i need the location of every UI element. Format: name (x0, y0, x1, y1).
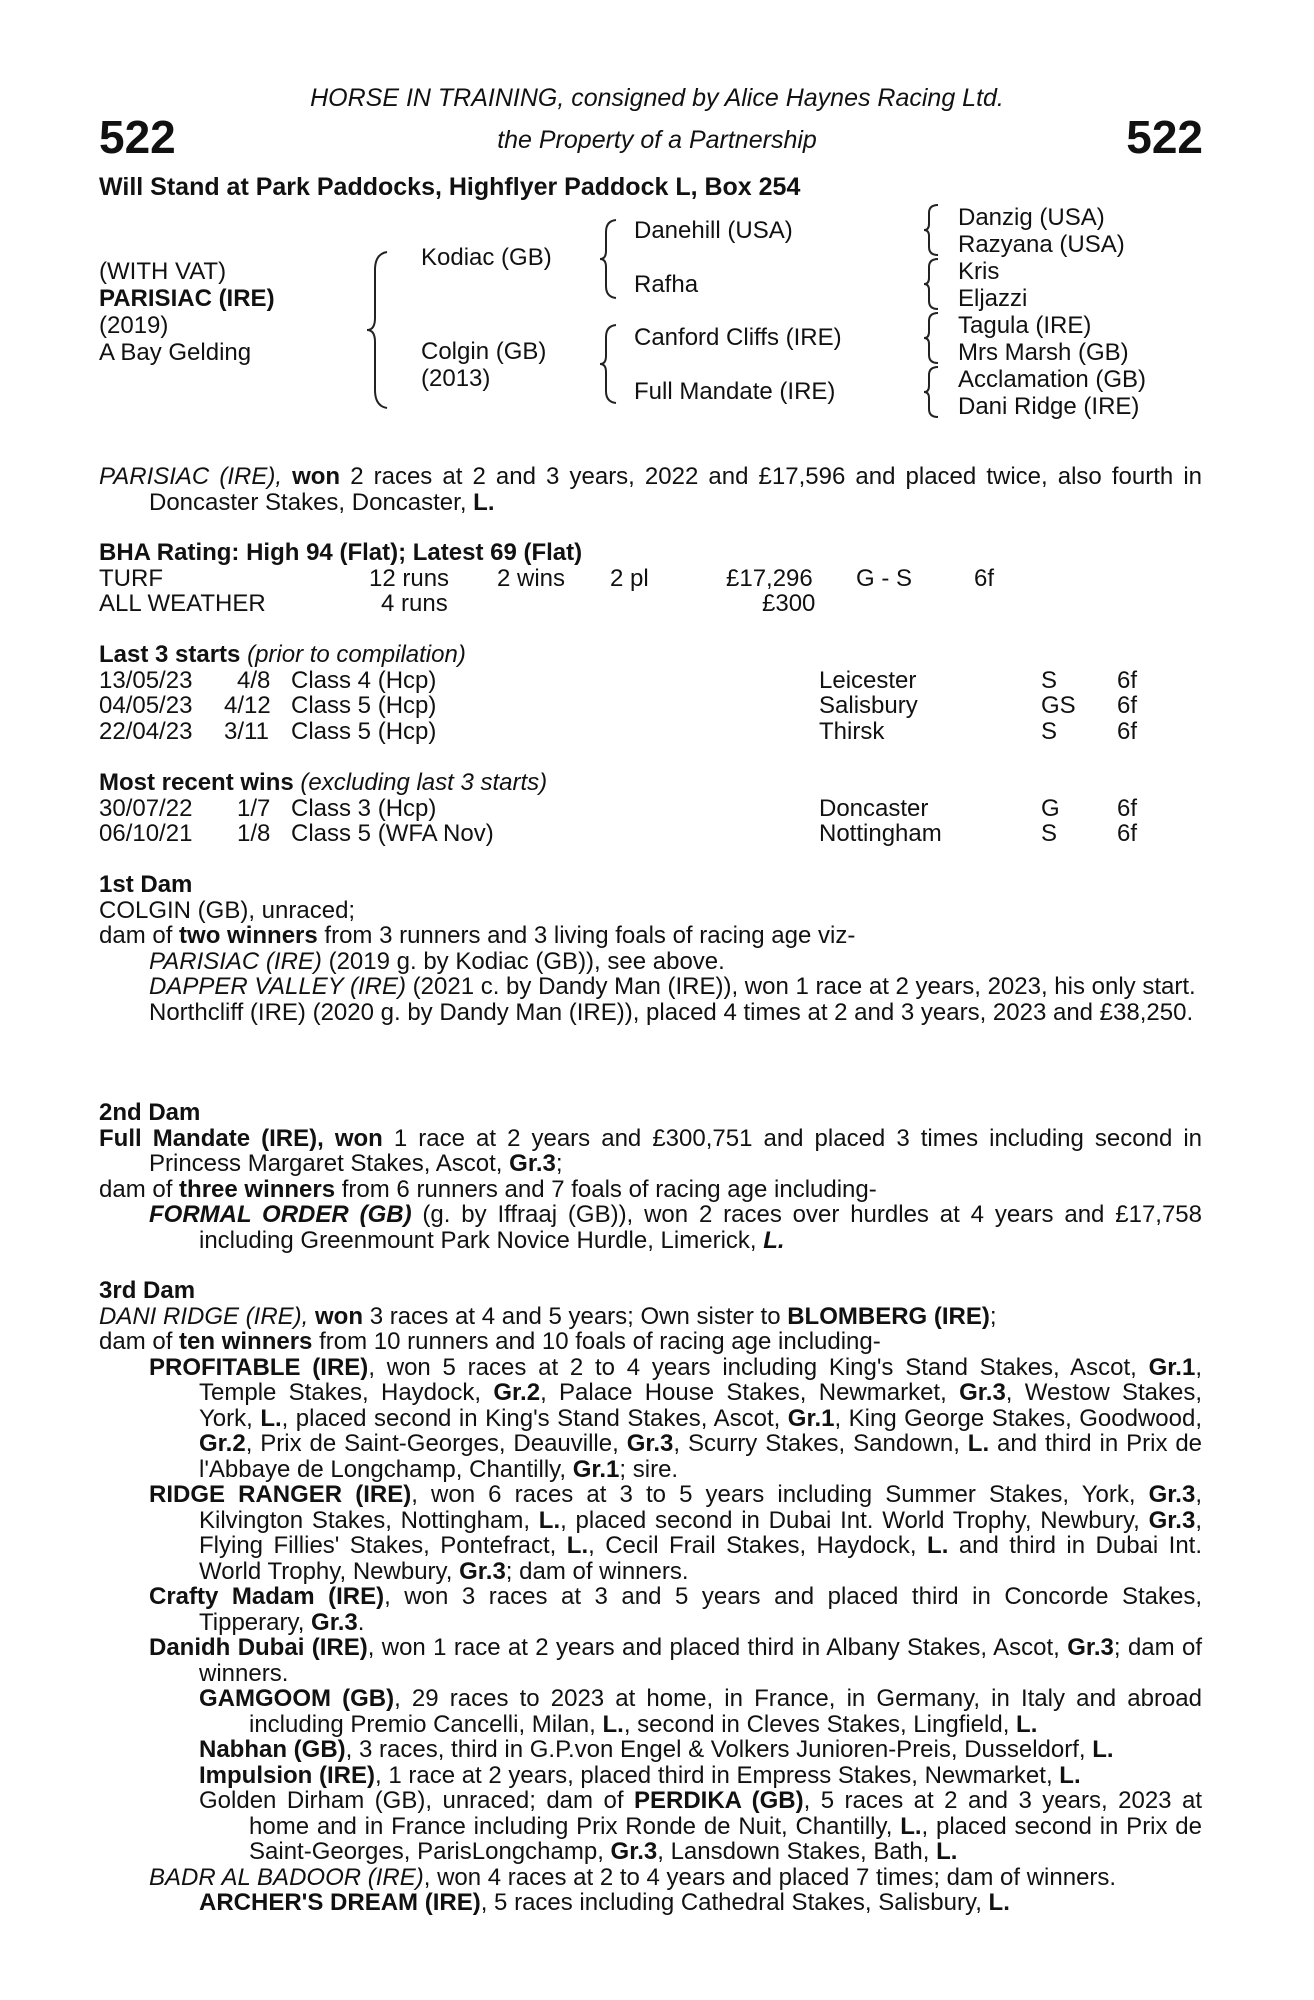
first-dam-section (99, 872, 1202, 1025)
sire-sire: Danehill (USA) (634, 217, 793, 244)
progeny-name: Danidh Dubai (IRE) (149, 1634, 368, 1661)
progeny-name: RIDGE RANGER (IRE) (149, 1481, 412, 1508)
progeny-name: Nabhan (GB) (199, 1736, 346, 1763)
rating-runs: 4 runs (381, 590, 448, 617)
dam-of-text: dam of (99, 1328, 173, 1355)
progeny-nabhan (99, 1737, 1202, 1763)
dam-of-runners: from 3 runners and 3 living foals of racing age viz- (324, 922, 856, 949)
rating-row-turf (99, 566, 1202, 592)
progeny-text: , 29 races to 2023 at home, in France, in Germany, in Italy and abroad including Premio Cancelli, Milan, (249, 1685, 1203, 1738)
third-dam-record: 3 races at 4 and 5 years; Own sister to (369, 1302, 781, 1330)
pedigree-brace-4 (922, 365, 942, 419)
rating-placed: 2 pl (610, 564, 649, 592)
recent-heading: Most recent wins (99, 769, 294, 796)
progeny-ridge-ranger (99, 1482, 1202, 1584)
progeny-text: , Temple Stakes, Haydock, (199, 1353, 1202, 1406)
dam-dam-sire: Acclamation (GB) (958, 366, 1147, 393)
third-dam-name: DANI RIDGE (IRE), (99, 1302, 309, 1330)
pedigree-brace-main (365, 250, 395, 410)
progeny-golden-dirham (99, 1788, 1202, 1865)
race-summary (99, 464, 1202, 515)
progeny-text: , Palace House Stakes, Newmarket, (540, 1379, 947, 1406)
summary-text: 2 races at 2 and 3 years, 2022 and £17,596 and placed twice, also fourth in Doncaster Stakes, Doncaster, (149, 463, 1203, 516)
rating-runs: 12 runs (369, 564, 450, 592)
summary-won: won (292, 463, 341, 490)
grade-label: L. (1016, 1710, 1038, 1738)
grade-label: L. (602, 1710, 624, 1738)
start-going: GS (1041, 692, 1076, 719)
second-dam-name: Full Mandate (IRE), (99, 1124, 324, 1152)
progeny-crafty-madam (99, 1584, 1202, 1635)
grade-label: Gr.1 (787, 1404, 835, 1432)
win-class: Class 3 (Hcp) (291, 794, 437, 822)
grade-label: L. (566, 1532, 589, 1559)
win-course: Nottingham (819, 820, 942, 847)
start-position: 4/12 (224, 692, 271, 719)
rating-row-aw (99, 591, 1202, 617)
grade-label: L. (538, 1506, 561, 1534)
progeny-text: ; dam of winners. (505, 1557, 689, 1585)
grade-label: Gr.3 (959, 1379, 1006, 1406)
summary-grade: L. (473, 488, 495, 516)
progeny-impulsion (99, 1763, 1202, 1789)
sire-sire-sire: Danzig (USA) (958, 204, 1105, 231)
start-row (99, 668, 1202, 694)
start-position: 3/11 (224, 717, 269, 745)
recent-note: (excluding last 3 starts) (300, 769, 548, 796)
rating-surface: TURF (99, 564, 163, 592)
rating-going: G - S (856, 564, 913, 592)
grade-label: L. (927, 1532, 949, 1559)
grade-label: Gr.3 (1148, 1481, 1196, 1508)
win-date: 06/10/21 (99, 820, 193, 847)
start-distance: 6f (1117, 666, 1138, 694)
grade-label: L. (763, 1226, 785, 1254)
progeny-details: (2019 g. by Kodiac (GB)), see above. (328, 947, 725, 975)
progeny-text: , 5 races at 2 and 3 years, 2023 at home and in France including Prix Ronde de Nuit, Chantilly, (249, 1787, 1202, 1840)
dam-of-runners: from 10 runners and 10 foals of racing age including- (319, 1328, 881, 1355)
stand-location: Will Stand at Park Paddocks, Highflyer Paddock L, Box 254 (99, 173, 801, 201)
progeny-text: , 5 races including Cathedral Stakes, Salisbury, (480, 1889, 982, 1916)
punctuation: ; (989, 1302, 997, 1330)
second-dam-record: 1 race at 2 years and £300,751 and placed 3 times including second in Princess Margaret Stakes, Ascot, (149, 1124, 1203, 1177)
progeny-text: , won 4 races at 2 to 4 years and placed 7 times; dam of winners. (423, 1863, 1117, 1891)
start-going: S (1041, 717, 1058, 745)
progeny-text: , second in Cleves Stakes, Lingfield, (623, 1710, 1010, 1738)
progeny-danidh-dubai (99, 1635, 1202, 1686)
second-dam-section (99, 1100, 1202, 1253)
dam-of-winners: three winners (179, 1175, 336, 1203)
progeny-text: , Scurry Stakes, Sandown, (673, 1430, 960, 1457)
start-date: 04/05/23 (99, 692, 193, 719)
pedigree-brace-3 (922, 311, 942, 365)
third-dam-section (99, 1278, 1202, 1916)
dam-year: (2013) (421, 365, 491, 392)
progeny-text: , won 6 races at 3 to 5 years including Summer Stakes, York, (411, 1481, 1136, 1508)
rating-surface: ALL WEATHER (99, 590, 266, 617)
pedigree-brace-dam (598, 323, 622, 405)
win-course: Doncaster (819, 794, 929, 822)
rating-prize: £17,296 (726, 564, 813, 592)
progeny-profitable (99, 1355, 1202, 1483)
progeny-text: , Kilvington Stakes, Nottingham, (199, 1481, 1202, 1534)
horse-description: A Bay Gelding (99, 339, 252, 366)
last3-note: (prior to compilation) (247, 641, 466, 668)
rating-distance: 6f (974, 564, 995, 592)
win-distance: 6f (1117, 794, 1138, 822)
rating-heading: BHA Rating: High 94 (Flat); Latest 69 (Flat) (99, 539, 583, 566)
won-label: won (315, 1302, 364, 1330)
start-row (99, 693, 1202, 719)
progeny-archers-dream (99, 1890, 1202, 1916)
grade-label: L. (967, 1430, 990, 1457)
third-dam-heading: 3rd Dam (99, 1277, 196, 1304)
lot-number-right: 522 (1126, 111, 1203, 163)
start-class: Class 5 (Hcp) (291, 717, 437, 745)
start-course: Salisbury (819, 692, 918, 719)
progeny-entry: Northcliff (IRE) (2020 g. by Dandy Man (IRE)), placed 4 times at 2 and 3 years, 2023 and £38,250. (149, 998, 1194, 1026)
start-course: Leicester (819, 666, 917, 694)
grade-label: L. (1059, 1761, 1081, 1789)
progeny-text: , Flying Fillies' Stakes, Pontefract, (199, 1506, 1202, 1559)
progeny-text: and third in Dubai Int. World Trophy, Newbury, (199, 1532, 1203, 1585)
progeny-name: DAPPER VALLEY (IRE) (149, 973, 406, 1000)
grade-label: L. (936, 1838, 958, 1865)
sire-dam: Rafha (634, 271, 699, 298)
progeny-text: , placed second in Prix de Saint-Georges, ParisLongchamp, (249, 1812, 1203, 1865)
consignor-line: HORSE IN TRAINING, consigned by Alice Haynes Racing Ltd. (310, 84, 1004, 112)
progeny-text: ; sire. (619, 1455, 679, 1483)
progeny-text: ; dam of winners. (199, 1634, 1203, 1687)
progeny-text: , Lansdown Stakes, Bath, (657, 1838, 930, 1865)
punctuation: ; (555, 1150, 563, 1177)
dam-of-text: dam of (99, 922, 173, 949)
sire: Kodiac (GB) (421, 244, 552, 271)
dam-of-winners: two winners (179, 922, 318, 949)
win-position: 1/8 (237, 820, 271, 847)
horse-year: (2019) (99, 312, 169, 339)
win-row (99, 821, 1202, 847)
dam-of-text: dam of (99, 1175, 173, 1203)
progeny-details: (2021 c. by Dandy Man (IRE)), won 1 race at 2 years, 2023, his only start. (412, 973, 1196, 1000)
win-distance: 6f (1117, 820, 1138, 847)
won-label: won (334, 1124, 383, 1152)
start-course: Thirsk (819, 717, 885, 745)
grade-label: Gr.3 (311, 1608, 358, 1636)
dam-sire-dam: Mrs Marsh (GB) (958, 339, 1129, 366)
grade-label: L. (900, 1812, 922, 1840)
progeny-name: Impulsion (IRE) (199, 1761, 375, 1789)
sister-name: BLOMBERG (IRE) (787, 1302, 990, 1330)
grade-label: Gr.3 (509, 1150, 556, 1177)
start-distance: 6f (1117, 692, 1138, 719)
progeny-text: , placed second in King's Stand Stakes, Ascot, (281, 1404, 781, 1432)
progeny-text: , won 3 races at 3 and 5 years and placed third in Concorde Stakes, Tipperary, (199, 1583, 1202, 1636)
progeny-text: , won 5 races at 2 to 4 years including King's Stand Stakes, Ascot, (368, 1353, 1137, 1381)
grade-label: Gr.3 (626, 1430, 674, 1457)
dam: Colgin (GB) (421, 338, 547, 365)
horse-name: PARISIAC (IRE) (99, 285, 275, 312)
progeny-text: Golden Dirham (GB), unraced; dam of (199, 1787, 624, 1814)
grade-label: Gr.3 (1067, 1634, 1114, 1661)
win-class: Class 5 (WFA Nov) (291, 820, 494, 847)
first-dam-heading: 1st Dam (99, 871, 193, 898)
last3-heading: Last 3 starts (99, 641, 241, 668)
grade-label: L. (260, 1404, 282, 1432)
dam-dam-dam: Dani Ridge (IRE) (958, 393, 1140, 420)
progeny-name: Crafty Madam (IRE) (149, 1583, 385, 1610)
grade-label: Gr.3 (1148, 1506, 1196, 1534)
sire-sire-dam: Razyana (USA) (958, 231, 1125, 258)
progeny-text: , Prix de Saint-Georges, Deauville, (245, 1430, 619, 1457)
start-going: S (1041, 666, 1058, 694)
pedigree-brace-sire (598, 218, 622, 300)
progeny-text: . (357, 1608, 365, 1636)
dam-of-runners: from 6 runners and 7 foals of racing age including- (341, 1175, 877, 1203)
progeny-name: FORMAL ORDER (GB) (149, 1201, 412, 1228)
progeny-name: PERDIKA (GB) (633, 1787, 804, 1814)
start-date: 13/05/23 (99, 666, 193, 694)
grade-label: Gr.2 (199, 1430, 246, 1457)
progeny-text: , won 1 race at 2 years and placed third in Albany Stakes, Ascot, (367, 1634, 1060, 1661)
grade-label: Gr.3 (459, 1557, 506, 1585)
lot-number-left: 522 (99, 111, 176, 163)
progeny-name: PARISIAC (IRE) (149, 947, 322, 975)
grade-label: Gr.1 (572, 1455, 620, 1483)
grade-label: Gr.3 (610, 1838, 658, 1865)
win-row (99, 796, 1202, 822)
progeny-text: , Cecil Frail Stakes, Haydock, (588, 1532, 917, 1559)
grade-label: Gr.1 (1148, 1353, 1196, 1381)
dam-sire: Canford Cliffs (IRE) (634, 324, 842, 351)
win-going: S (1041, 820, 1058, 847)
progeny-details: (g. by Iffraaj (GB)), won 2 races over hurdles at 4 years and £17,758 including Greenmount Park Novice Hurdle, Limerick, (199, 1201, 1203, 1254)
property-line: the Property of a Partnership (497, 126, 817, 154)
start-class: Class 5 (Hcp) (291, 692, 437, 719)
first-dam-line: COLGIN (GB), unraced; (99, 896, 356, 924)
sire-dam-sire: Kris (958, 258, 1000, 285)
grade-label: L. (988, 1889, 1010, 1916)
progeny-text: , 1 race at 2 years, placed third in Empress Stakes, Newmarket, (375, 1761, 1053, 1789)
grade-label: L. (1092, 1736, 1114, 1763)
grade-label: Gr.2 (493, 1379, 541, 1406)
vat-note: (WITH VAT) (99, 258, 227, 285)
progeny-gamgoom (99, 1686, 1202, 1737)
progeny-text: and third in Prix de l'Abbaye de Longchamp, Chantilly, (199, 1430, 1203, 1483)
start-row (99, 719, 1202, 745)
progeny-text: , Westow Stakes, York, (199, 1379, 1203, 1432)
dam-dam: Full Mandate (IRE) (634, 378, 836, 405)
dam-sire-sire: Tagula (IRE) (958, 312, 1092, 339)
win-position: 1/7 (237, 794, 271, 822)
pedigree-brace-2 (922, 257, 942, 311)
start-class: Class 4 (Hcp) (291, 666, 437, 694)
summary-horse: PARISIAC (IRE), (99, 463, 282, 490)
progeny-name: PROFITABLE (IRE) (149, 1353, 369, 1381)
progeny-name: BADR AL BADOOR (IRE) (149, 1863, 424, 1891)
most-recent-wins (99, 770, 1202, 847)
rating-wins: 2 wins (497, 564, 566, 592)
progeny-name: GAMGOOM (GB) (199, 1685, 395, 1712)
progeny-badr-al-badoor (99, 1865, 1202, 1891)
start-date: 22/04/23 (99, 717, 193, 745)
rating-section (99, 540, 1202, 617)
start-distance: 6f (1117, 717, 1138, 745)
start-position: 4/8 (237, 666, 271, 694)
second-dam-heading: 2nd Dam (99, 1099, 201, 1126)
progeny-text: , 3 races, third in G.P.von Engel & Volkers Junioren-Preis, Dusseldorf, (345, 1736, 1086, 1763)
sire-dam-dam: Eljazzi (958, 285, 1028, 312)
progeny-name: ARCHER'S DREAM (IRE) (199, 1889, 481, 1916)
win-going: G (1041, 794, 1060, 822)
dam-of-winners: ten winners (179, 1328, 313, 1355)
rating-prize: £300 (762, 590, 816, 617)
last-3-starts (99, 642, 1202, 744)
progeny-text: , King George Stakes, Goodwood, (834, 1404, 1203, 1432)
win-date: 30/07/22 (99, 794, 193, 822)
pedigree-brace-1 (922, 203, 942, 257)
progeny-text: , placed second in Dubai Int. World Trophy, Newbury, (560, 1506, 1140, 1534)
